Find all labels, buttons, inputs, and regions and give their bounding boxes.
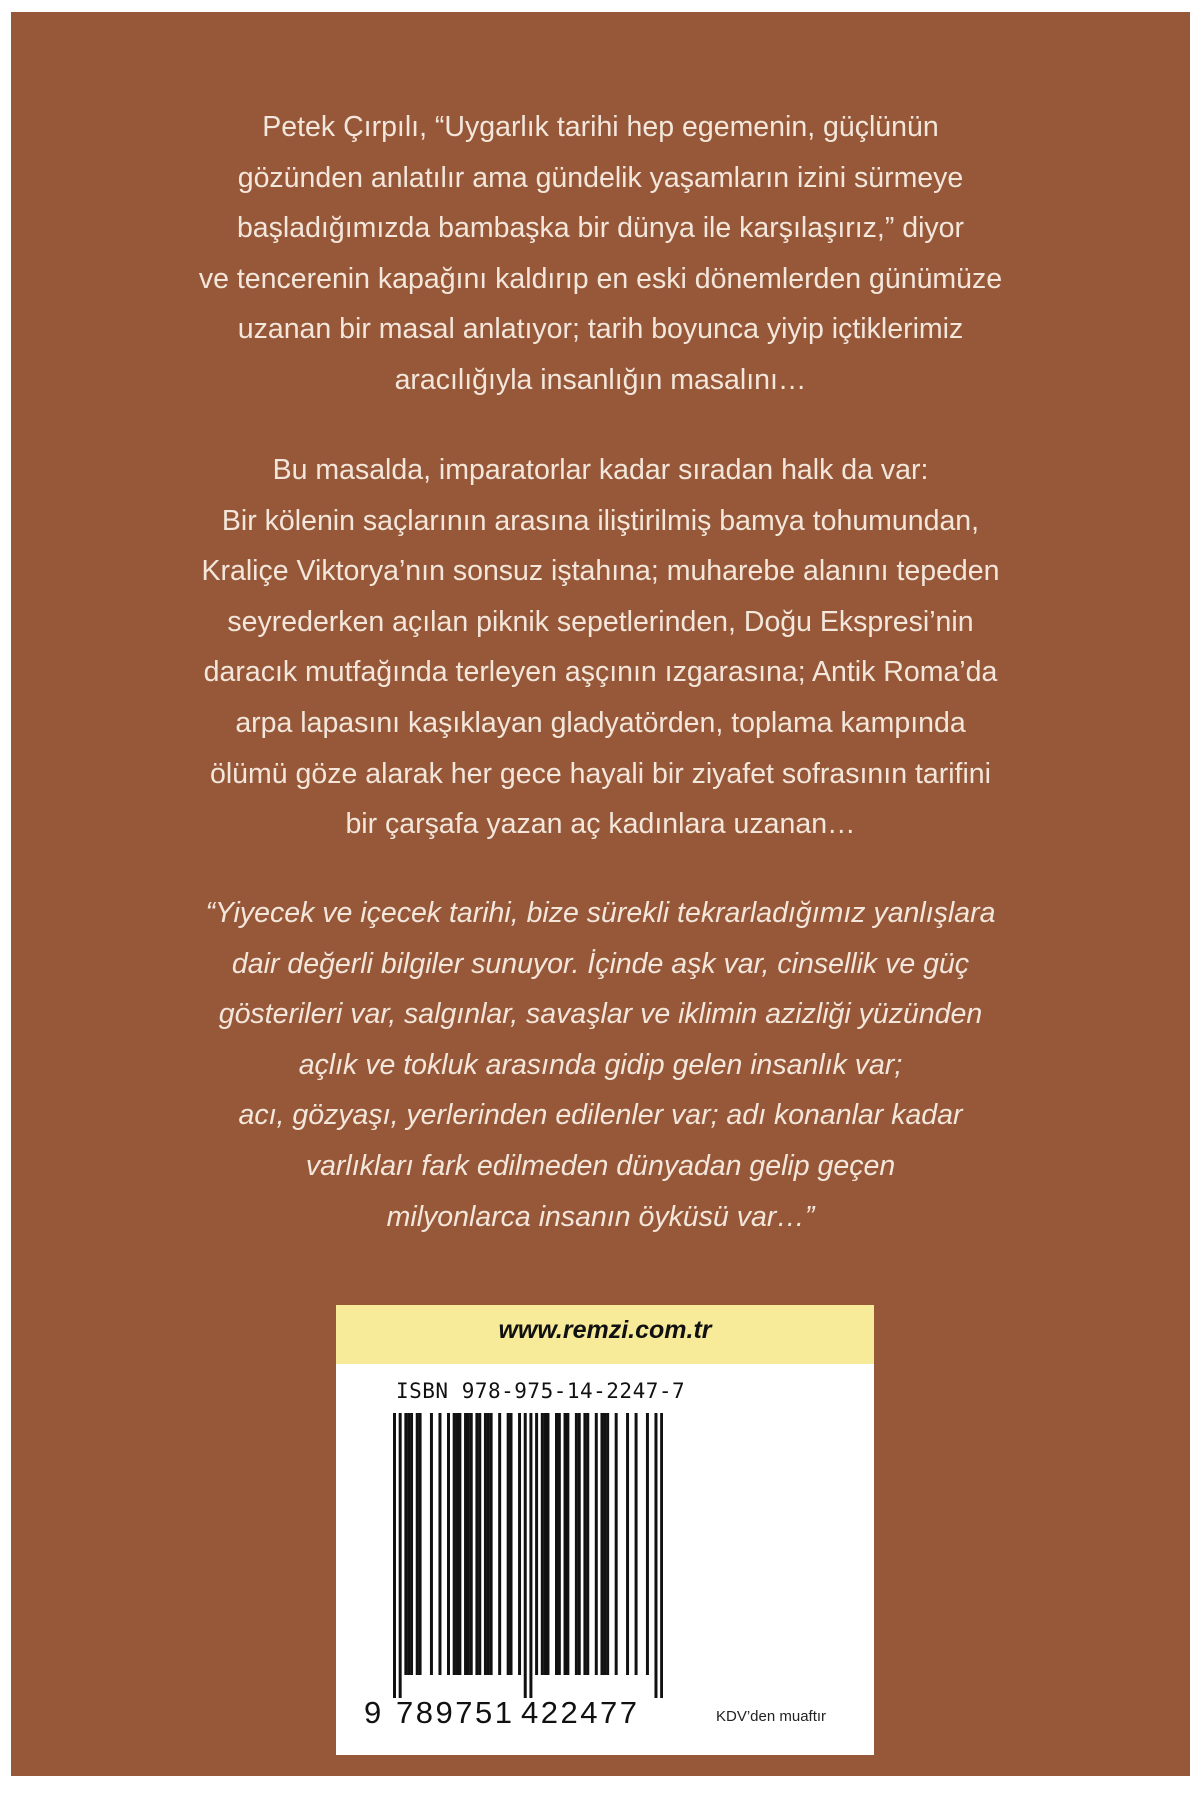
text-line: aracılığıyla insanlığın masalını… [394,363,807,396]
quote-line: “Yiyecek ve içecek tarihi, bize sürekli tekrarladığımız yanlışlara [205,897,996,929]
barcode-bar [583,1413,586,1675]
barcode-bar [475,1413,478,1675]
barcode-bar [410,1413,413,1675]
text-line: seyrederken açılan piknik sepetlerinden, Doğu Ekspresi’nin [227,605,974,638]
quote-line: varlıkları fark edilmeden dünyadan gelip geçen [305,1149,896,1182]
barcode-bar [438,1413,441,1675]
barcode-bar [654,1413,657,1698]
quote-line: açlık ve tokluk arasında gidip gelen insanlık var; [298,1048,903,1081]
barcode-bar [419,1413,422,1675]
text-line: gözünden anlatılır ama gündelik yaşamların izini sürmeye [237,161,964,194]
text-line: ölümü göze alarak her gece hayali bir ziyafet sofrasının tarifini [210,757,991,790]
barcode-bar [595,1413,598,1675]
intro-paragraph [11,102,1190,406]
text-line: başladığımızda bambaşka bir dünya ile karşılaşırız,” diyor [236,212,965,245]
text-line: daracık mutfağında terleyen aşçının ızgarasına; Antik Roma’da [203,656,998,689]
barcode-bar [603,1413,606,1675]
barcode-bar [447,1413,450,1675]
book-back-cover [11,12,1190,1776]
quote-paragraph [11,888,1190,1242]
barcode-bar [453,1413,456,1675]
barcode-bar [566,1413,569,1675]
vat-exempt-note: KDV’den muaftır [716,1708,827,1725]
barcode-bar [626,1413,629,1675]
barcode-bar [541,1413,544,1675]
barcode-right-digits: 422477 [521,1695,640,1730]
barcode-bar [546,1413,549,1675]
text-line: Bu masalda, imparatorlar kadar sıradan halk da var: [272,454,929,486]
barcode-bar [456,1413,459,1675]
barcode-bar [498,1413,501,1675]
barcode-lead-digit: 9 [364,1695,382,1730]
barcode-bar [510,1413,513,1675]
barcode-bar [407,1413,410,1675]
barcode-bar [660,1413,663,1698]
text-line: uzanan bir masal anlatıyor; tarih boyunca yiyip içtiklerimiz [237,313,964,346]
barcode-bar [564,1413,567,1675]
text-line: Kraliçe Viktorya’nın sonsuz iştahına; muharebe alanını tepeden [201,555,1000,588]
quote-line: gösterileri var, salgınlar, savaşlar ve iklimin azizliği yüzünden [218,998,983,1031]
barcode-bar [558,1413,561,1675]
quote-line: milyonlarca insanın öyküsü var…” [386,1200,815,1233]
barcode-bar [399,1413,402,1698]
barcode-bar [393,1413,396,1698]
barcode-bar [646,1413,649,1675]
barcode-label [336,1305,874,1755]
barcode-image [393,1413,663,1698]
barcode-bar [586,1413,589,1675]
barcode-bar [470,1413,473,1675]
barcode-bar [529,1413,532,1698]
barcode-bar [535,1413,538,1675]
barcode-bar [416,1413,419,1675]
barcode-bar [635,1413,638,1675]
isbn-number: ISBN 978-975-14-2247-7 [396,1379,686,1403]
barcode-bar [507,1413,510,1675]
text-line: ve tencerenin kapağını kaldırıp en eski dönemlerden günümüze [198,262,1003,295]
barcode-left-digits: 789751 [396,1695,515,1730]
barcode-bar [467,1413,470,1675]
quote-line: dair değerli bilgiler sunuyor. İçinde aşk var, cinsellik ve güç [231,947,970,980]
barcode-bar [544,1413,547,1675]
barcode-bar [518,1413,521,1675]
barcode-bar [490,1413,493,1675]
barcode-bar [615,1413,618,1675]
story-paragraph [11,445,1190,850]
barcode-bar [404,1413,407,1675]
barcode-bar [478,1413,481,1675]
barcode-bar [606,1413,609,1675]
barcode-bar [484,1413,487,1675]
text-line: arpa lapasını kaşıklayan gladyatörden, toplama kampında [235,706,966,739]
barcode-bar [464,1413,467,1675]
barcode-bar [555,1413,558,1675]
website-url[interactable]: www.remzi.com.tr [498,1316,712,1344]
quote-line: acı, gözyaşı, yerlerinden edilenler var; adı konanlar kadar [238,1099,963,1132]
text-line: Bir kölenin saçlarının arasına iliştirilmiş bamya tohumundan, [221,504,980,537]
barcode-bar [600,1413,603,1675]
barcode-bar [487,1413,490,1675]
website-band [336,1305,874,1364]
text-line: bir çarşafa yazan aç kadınlara uzanan… [345,808,856,841]
barcode-bar [578,1413,581,1675]
text-line: Petek Çırpılı, “Uygarlık tarihi hep egemenin, güçlünün [262,111,939,143]
barcode-bar [430,1413,433,1675]
barcode-bar [458,1413,461,1675]
barcode-bar [575,1413,578,1675]
barcode-bar [524,1413,527,1698]
